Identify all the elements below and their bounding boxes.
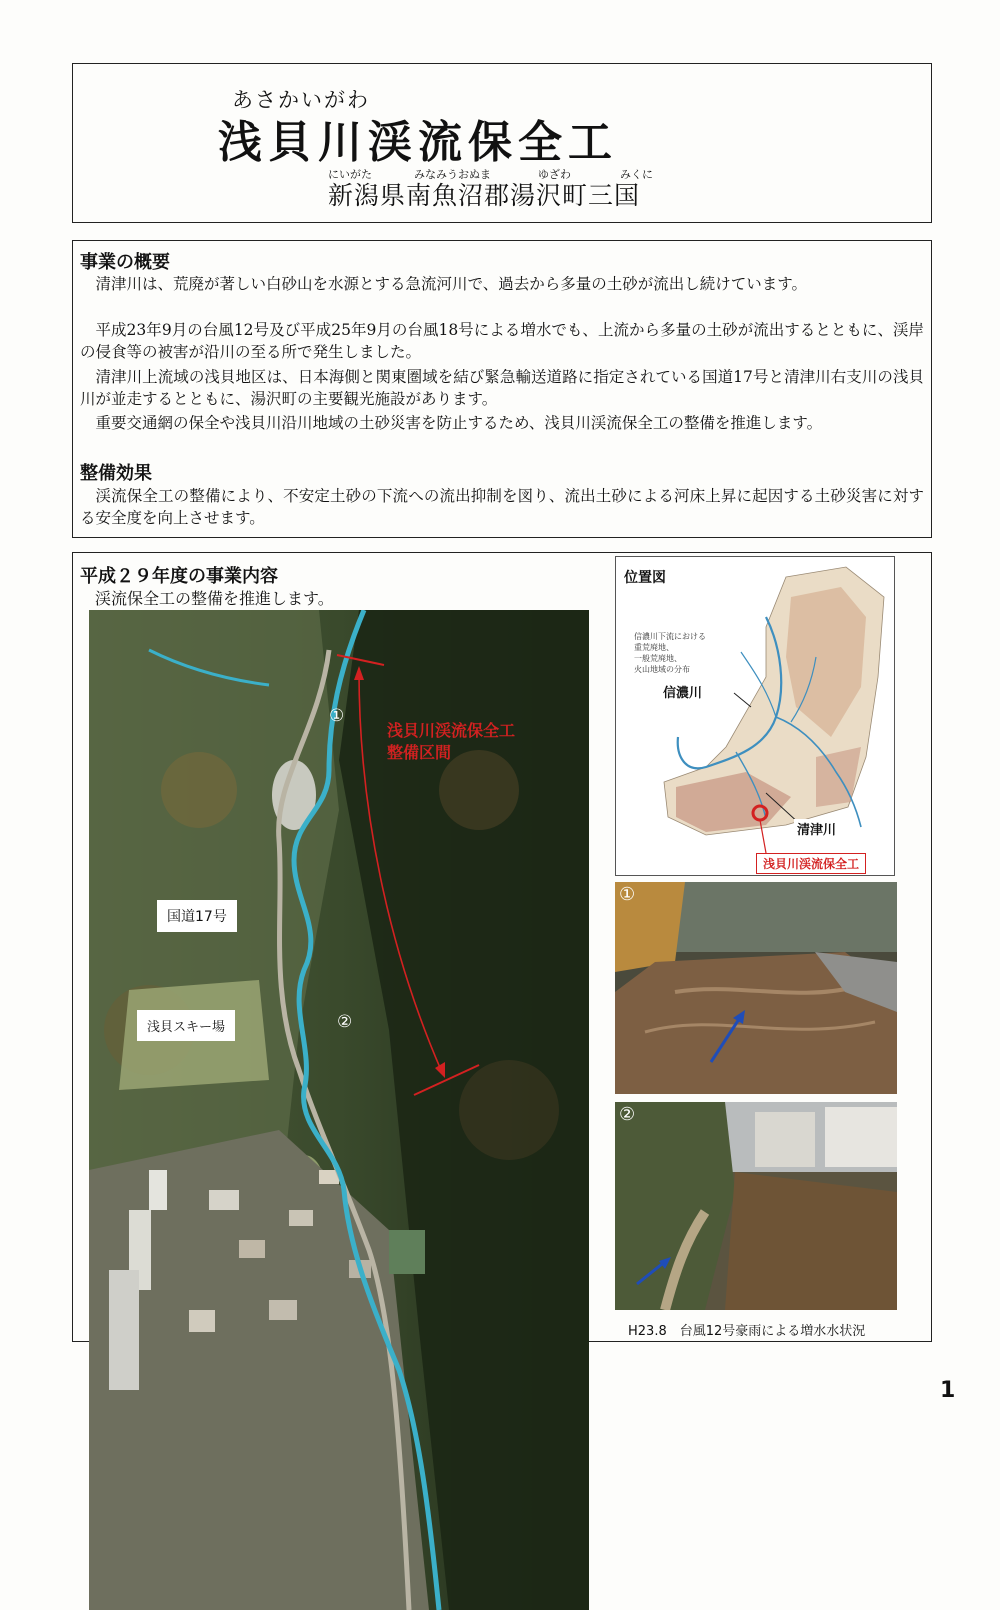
overview-paragraph-2: 平成23年9月の台風12号及び平成25年9月の台風18号による増水でも、上流から多量の土砂が流出するとともに、渓岸の侵食等の被害が沿川の至る所で発生しました。 [80,321,924,361]
overview-paragraph-1: 清津川は、荒廃が著しい白砂山を水源とする急流河川で、過去から多量の土砂が流出し続けています。 [95,275,807,293]
location-text: 新潟県南魚沼郡湯沢町三国 [328,181,641,210]
effect-heading: 整備効果 [80,463,152,484]
section-label: 浅貝川渓流保全工 整備区間 [387,721,516,762]
building [239,1240,265,1258]
building [289,1210,313,1226]
map-title: 位置図 [624,570,666,586]
location-map [615,556,895,876]
flood-photo-2 [615,1102,897,1310]
map-note: 信濃川下流における 重荒廃地、 一般荒廃地、 火山地域の分布 [634,632,706,674]
page-title: 浅貝川渓流保全工 [218,117,618,168]
location-ruby-yuzawa: ゆざわ [538,168,571,181]
works-subtext: 渓流保全工の整備を推進します。 [95,589,334,608]
flood-photo-1-number: ① [619,884,636,905]
building [269,1300,297,1320]
effect-paragraph: 渓流保全工の整備により、不安定土砂の下流への流出抑制を図り、流出土砂による河床上昇に起因する土砂災害に対する安全度を向上させます。 [80,487,924,527]
building [189,1310,215,1332]
page-number: 1 [940,1378,956,1403]
point-1-marker: ① [329,706,345,726]
building [149,1170,167,1210]
kiyotsu-river-label: 清津川 [794,819,839,838]
location-ruby-minamiuonuma: みなみうおぬま [414,168,491,181]
aerial-photo [89,610,589,1610]
flood-photo-2-number: ② [619,1104,636,1125]
location-ruby-mikuni: みくに [620,168,653,181]
overview-paragraph-3: 清津川上流域の浅貝地区は、日本海側と関東圏域を結び緊急輸送道路に指定されている国道17号と清津川右支川の浅貝川が並走するとともに、湯沢町の主要観光施設があります。 [80,368,924,408]
flood-caption: H23.8 台風12号豪雨による増水水状況 [628,1324,866,1339]
location-ruby-niigata: にいがた [328,168,372,181]
shinano-river-label: 信濃川 [660,682,705,701]
ski-area-label: 浅貝スキー場 [137,1010,235,1041]
building [209,1190,239,1210]
road-label: 国道17号 [157,900,237,932]
tennis-court [389,1230,425,1274]
flood-photo-1 [615,882,897,1094]
overview-heading: 事業の概要 [80,252,170,273]
works-heading: 平成２９年度の事業内容 [80,566,278,587]
overview-paragraph-4: 重要交通網の保全や浅貝川沿川地域の土砂災害を防止するため、浅貝川渓流保全工の整備を推進します。 [95,414,823,432]
building [109,1270,139,1390]
map-target-label: 浅貝川渓流保全工 [756,853,866,874]
title-ruby: あさかいがわ [232,88,370,112]
point-2-marker: ② [337,1012,353,1032]
